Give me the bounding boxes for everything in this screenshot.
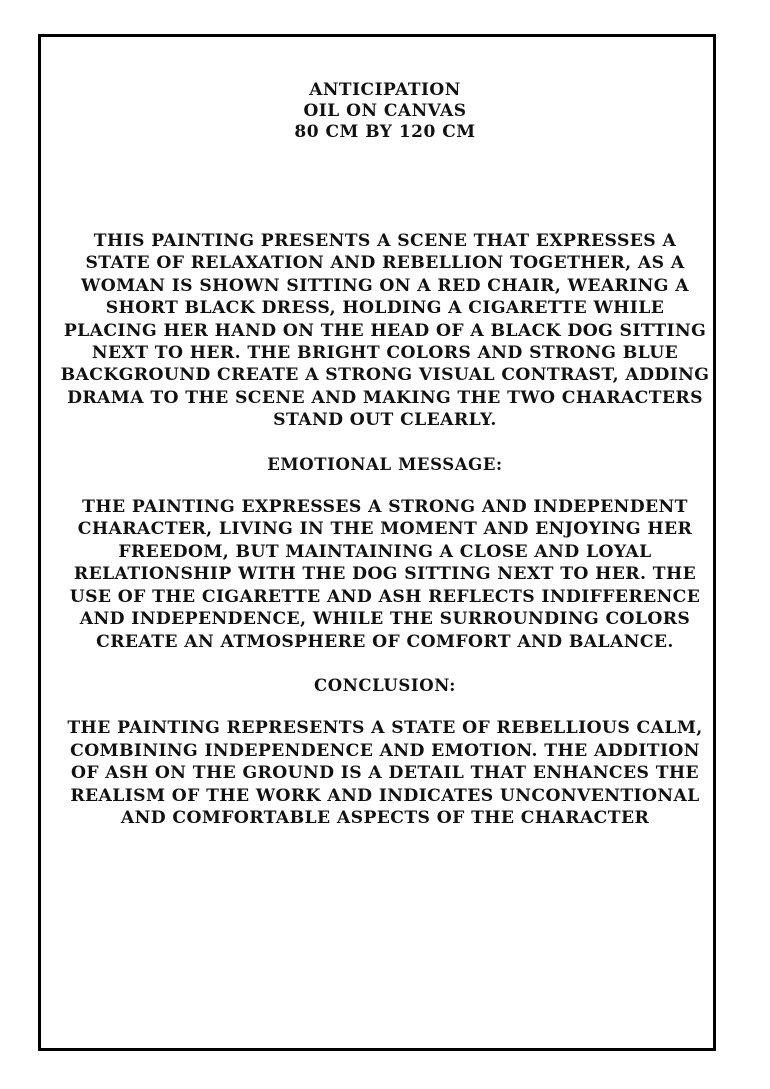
artwork-header <box>60 80 710 143</box>
conclusion-paragraph: THE PAINTING REPRESENTS A STATE OF REBELLIOUS CALM, COMBINING INDEPENDENCE AND EMOTION. THE ADDITION OF ASH ON THE GROUND IS A DETAIL THAT ENHANCES THE REALISM OF THE WORK AND INDICATES UNCONVENTIONAL AND COMFORTABLE ASPECTS OF THE CHARACTER <box>67 718 703 828</box>
emotional-message-heading: EMOTIONAL MESSAGE: <box>267 454 503 474</box>
conclusion-heading: CONCLUSION: <box>314 675 456 695</box>
artwork-medium: OIL ON CANVAS <box>303 101 467 121</box>
artwork-description-section <box>60 230 710 829</box>
artwork-title: ANTICIPATION <box>309 80 461 100</box>
description-paragraph: THIS PAINTING PRESENTS A SCENE THAT EXPRESSES A STATE OF RELAXATION AND REBELLION TOGETHER, AS A WOMAN IS SHOWN SITTING ON A RED CHAIR, WEARING A SHORT BLACK DRESS, HOLDING A CIGARETTE WHILE PLACING HER HAND ON THE HEAD OF A BLACK DOG SITTING NEXT TO HER. THE BRIGHT COLORS AND STRONG BLUE BACKGROUND CREATE A STRONG VISUAL CONTRAST, ADDING DRAMA TO THE SCENE AND MAKING THE TWO CHARACTERS STAND OUT CLEARLY. <box>60 231 710 431</box>
artwork-size: 80 CM BY 120 CM <box>294 122 476 142</box>
emotional-message-paragraph: THE PAINTING EXPRESSES A STRONG AND INDEPENDENT CHARACTER, LIVING IN THE MOMENT AND ENJOYING HER FREEDOM, BUT MAINTAINING A CLOSE AND LOYAL RELATIONSHIP WITH THE DOG SITTING NEXT TO HER. THE USE OF THE CIGARETTE AND ASH REFLECTS INDIFFERENCE AND INDEPENDENCE, WHILE THE SURROUNDING COLORS CREATE AN ATMOSPHERE OF COMFORT AND BALANCE. <box>69 497 701 652</box>
